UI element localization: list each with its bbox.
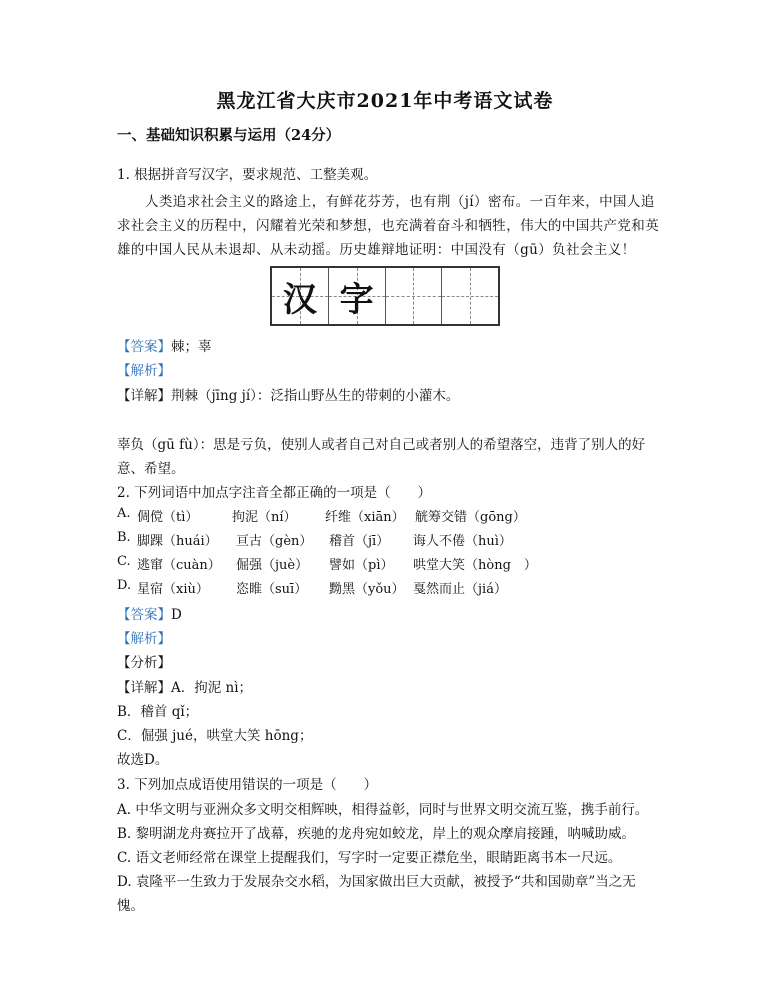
option-letter: A. [117, 506, 131, 521]
q3-option-c: C. 语文老师经常在课堂上提醒我们，写字时一定要正襟危坐，眼睛距离书本一尺远。 [117, 850, 622, 866]
detail-text: A．拘泥 nì； [171, 680, 253, 696]
q3-option-a: A. 中华文明与亚洲众多文明交相辉映，相得益彰，同时与世界文明交流互鉴，携手前行。 [117, 802, 649, 818]
q1-stem: 1. 根据拼音写汉字，要求规范、工整美观。 [117, 167, 378, 183]
q2-conclusion: 故选D。 [117, 752, 169, 768]
detail-text: 荆棘（jīng jí）：泛指山野丛生的带刺的小灌木。 [171, 388, 460, 404]
answer-tag: 【答案】 [117, 607, 171, 623]
q1-answer [117, 335, 212, 355]
option-letter: C. [117, 554, 131, 569]
q1-passage-line-2: 求社会主义的历程中，闪耀着光荣和梦想，也充满着奋斗和牺牲，伟大的中国共产党和英 [117, 218, 660, 234]
writing-grid [270, 266, 500, 326]
option-word: 稽首（jī） [329, 534, 390, 549]
grid-char: 汉 [282, 279, 317, 320]
grid-cell [442, 268, 498, 324]
q3-option-b: B. 黎明湖龙舟赛拉开了战幕，疾驰的龙舟宛如蛟龙，岸上的观众摩肩接踵，呐喊助威。 [117, 826, 636, 842]
option-word: 恣睢（suī） [236, 582, 308, 597]
grid-cell [386, 268, 443, 324]
q2-detail-c: C．倔强 jué，哄堂大笑 hōng； [117, 728, 313, 744]
option-word: 星宿（xiù） [137, 582, 209, 597]
option-word: 亘古（gèn） [236, 534, 313, 549]
option-word: 逃窜（cuàn） [137, 558, 221, 573]
q1-passage-line-3: 雄的中国人民从未退却、从未动摇。历史雄辩地证明：中国没有（gū）负社会主义！ [117, 242, 636, 258]
option-word: 拘泥（ní） [232, 510, 297, 525]
q1-analysis-tag: 【解析】 [117, 363, 171, 379]
q3-stem: 3. 下列加点成语使用错误的一项是（ ） [117, 777, 378, 793]
grid-cell [272, 268, 329, 324]
detail-tag: 【详解】 [117, 388, 171, 404]
option-word: 纤维（xiān） [325, 510, 405, 525]
answer-text: 棘；辜 [171, 339, 212, 355]
q2-stem: 2. 下列词语中加点字注音全都正确的一项是（ ） [117, 485, 432, 501]
option-letter: D. [117, 578, 132, 593]
q2-detail-b: B．稽首 qǐ； [117, 704, 199, 720]
q2-detail-a [117, 676, 252, 696]
section-heading: 一、基础知识积累与运用（24分） [117, 127, 341, 144]
option-word: 脚踝（huái） [137, 534, 218, 549]
page-title: 黑龙江省大庆市2021年中考语文试卷 [216, 90, 554, 112]
option-word: 哄堂大笑（hòng ） [413, 558, 537, 573]
q1-passage-line-1: 人类追求社会主义的路途上，有鲜花芬芳，也有荆（jí）密布。一百年来，中国人追 [145, 194, 655, 210]
q2-fenxi-tag: 【分析】 [117, 655, 171, 671]
option-word: 倔强（juè） [236, 558, 309, 573]
answer-tag: 【答案】 [117, 339, 171, 355]
answer-text: D [171, 607, 182, 623]
q3-option-d-cont: 愧。 [117, 898, 144, 914]
option-word: 譬如（pì） [329, 558, 394, 573]
q3-option-d: D. 袁隆平一生致力于发展杂交水稻，为国家做出巨大贡献，被授予“共和国勋章”当之无 [117, 874, 636, 890]
option-word: 戛然而止（jiá） [413, 582, 507, 597]
option-word: 觥筹交错（gōng） [415, 510, 526, 525]
q2-answer [117, 603, 182, 623]
option-word: 倜傥（tì） [137, 510, 199, 525]
grid-char: 字 [339, 279, 374, 320]
option-letter: B. [117, 530, 131, 545]
detail-tag: 【详解】 [117, 680, 171, 696]
grid-cell [329, 268, 386, 324]
option-word: 黝黑（yǒu） [329, 582, 405, 597]
q1-detail-2b: 意、希望。 [117, 461, 185, 477]
q1-detail-2a: 辜负（gū fù）：思是亏负，使别人或者自己对自己或者别人的希望落空，违背了别人的好 [117, 437, 646, 453]
q1-detail-1 [117, 384, 459, 404]
q2-analysis-tag: 【解析】 [117, 631, 171, 647]
option-word: 诲人不倦（huì） [413, 534, 512, 549]
